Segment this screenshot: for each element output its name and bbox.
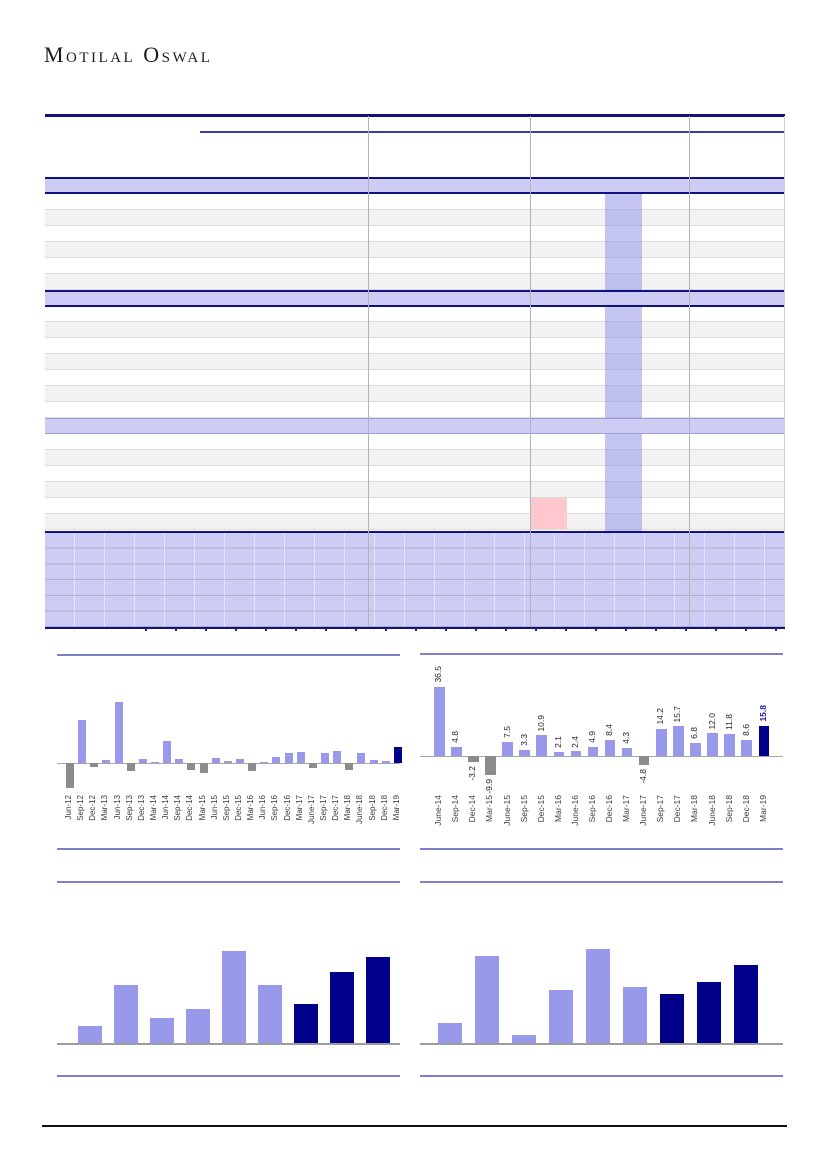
x-axis-label: Sep-18 bbox=[723, 795, 734, 823]
bar-Sep-17 bbox=[656, 729, 667, 756]
bar-4 bbox=[222, 951, 246, 1043]
value-label: 4.3 bbox=[621, 732, 632, 744]
highlighted-negative-cell bbox=[530, 498, 567, 529]
bar-June-16 bbox=[571, 751, 582, 756]
value-label: 10.9 bbox=[535, 714, 546, 732]
x-axis-label: Mar-15 bbox=[197, 795, 207, 821]
x-axis-label: June-18 bbox=[355, 795, 365, 824]
bar-Dec-18 bbox=[382, 761, 390, 763]
chart-frame-top bbox=[57, 654, 400, 656]
chart-frame-bottom bbox=[420, 848, 783, 850]
bar-Mar-16 bbox=[554, 752, 565, 756]
table-vertical-gridline bbox=[368, 116, 369, 626]
table-tick bbox=[175, 628, 177, 631]
x-axis-label: Sep-17 bbox=[655, 795, 666, 823]
table-vertical-gridline bbox=[784, 116, 785, 626]
table-tick bbox=[505, 628, 507, 631]
value-label: 8.4 bbox=[604, 724, 615, 737]
value-label: 2.4 bbox=[569, 735, 580, 748]
bar-June-15 bbox=[502, 742, 513, 756]
bar-2 bbox=[512, 1035, 536, 1043]
value-label: 8.6 bbox=[740, 723, 751, 736]
x-axis-label: Jun-16 bbox=[258, 795, 268, 820]
table-subheader-rule bbox=[200, 131, 785, 133]
bar-6 bbox=[294, 1004, 318, 1043]
x-axis-label: Sep-15 bbox=[518, 795, 529, 823]
table-tick bbox=[685, 628, 687, 631]
bar-7 bbox=[697, 982, 721, 1043]
x-axis-label: Sep-17 bbox=[318, 795, 328, 821]
bar-Sep-14 bbox=[451, 747, 462, 756]
x-axis-label: Dec-14 bbox=[185, 795, 195, 821]
brand-logo: Motilal Oswal bbox=[44, 42, 213, 67]
table-tick bbox=[745, 628, 747, 631]
bar-Mar-13 bbox=[102, 760, 110, 763]
bar-Dec-14 bbox=[187, 763, 195, 770]
chart-frame-top bbox=[57, 881, 400, 883]
x-axis-label: Dec-16 bbox=[282, 795, 292, 821]
bar-3 bbox=[186, 1009, 210, 1043]
bar-8 bbox=[734, 965, 758, 1043]
value-label: 2.1 bbox=[552, 736, 563, 749]
x-axis-label: Sep-16 bbox=[586, 795, 597, 823]
table-tick bbox=[325, 628, 327, 631]
bar-0 bbox=[78, 1026, 102, 1043]
bar-Mar-15 bbox=[485, 756, 496, 775]
bar-5 bbox=[623, 987, 647, 1043]
bar-Mar-14 bbox=[151, 762, 159, 764]
bar-Mar-15 bbox=[200, 763, 208, 773]
x-axis-label: Jun-12 bbox=[64, 795, 73, 820]
table-tick bbox=[235, 628, 237, 631]
table-tick bbox=[625, 628, 627, 631]
bar-1 bbox=[475, 956, 499, 1043]
x-axis-label: June-17 bbox=[638, 795, 649, 826]
table-summary-block bbox=[45, 531, 785, 629]
chart-frame-bottom bbox=[420, 1075, 783, 1077]
bar-June-17 bbox=[309, 763, 317, 768]
bar-0 bbox=[438, 1023, 462, 1043]
x-axis-label: Mar-13 bbox=[100, 795, 110, 821]
bar-Sep-16 bbox=[272, 757, 280, 763]
table-rows-section-1 bbox=[45, 194, 785, 290]
value-label: -9.9 bbox=[484, 778, 495, 794]
table-tick bbox=[205, 628, 207, 631]
bar-Jun-13 bbox=[115, 702, 123, 763]
bar-Mar-17 bbox=[622, 748, 633, 756]
bar-8 bbox=[366, 957, 390, 1043]
value-label: -4.8 bbox=[638, 769, 649, 784]
table-tick bbox=[355, 628, 357, 631]
table-header-band-1 bbox=[45, 177, 785, 194]
bar-Mar-18 bbox=[690, 743, 701, 756]
bar-Dec-12 bbox=[90, 763, 98, 767]
table-tick bbox=[445, 628, 447, 631]
chart-annual-right bbox=[420, 881, 783, 1077]
chart-x-axis bbox=[420, 1043, 783, 1045]
bar-Dec-17 bbox=[673, 726, 684, 756]
x-axis-label: Dec-16 bbox=[604, 795, 615, 823]
bar-2 bbox=[150, 1018, 174, 1043]
table-tick bbox=[145, 628, 147, 631]
value-label: 4.8 bbox=[450, 731, 461, 743]
x-axis-label: June-17 bbox=[306, 795, 316, 824]
x-axis-label: Dec-15 bbox=[535, 795, 546, 823]
chart-quarterly-change-right bbox=[420, 653, 783, 850]
x-axis-label: Dec-17 bbox=[672, 795, 683, 823]
table-vertical-gridline bbox=[689, 116, 690, 626]
bar-Sep-17 bbox=[321, 753, 329, 763]
bar-Jun-15 bbox=[212, 758, 220, 763]
x-axis-label: Jun-15 bbox=[209, 795, 219, 820]
value-label: 6.8 bbox=[689, 727, 700, 740]
table-vertical-gridline bbox=[530, 116, 531, 626]
value-label: 4.9 bbox=[586, 730, 597, 743]
value-label: 3.3 bbox=[518, 733, 529, 746]
x-axis-label: Dec-12 bbox=[88, 795, 98, 821]
x-axis-label: Mar-16 bbox=[246, 795, 256, 821]
bar-Dec-15 bbox=[236, 759, 244, 763]
bar-Sep-15 bbox=[519, 750, 530, 756]
x-axis-label: Sep-15 bbox=[221, 795, 231, 821]
x-axis-label: June-18 bbox=[706, 795, 717, 826]
bar-June-18 bbox=[707, 733, 718, 756]
value-label: 12.0 bbox=[706, 712, 717, 730]
value-label: 7.5 bbox=[501, 725, 512, 738]
x-axis-label: Mar-19 bbox=[391, 795, 401, 821]
table-tick bbox=[715, 628, 717, 631]
value-label: 11.8 bbox=[723, 713, 734, 730]
table-tick bbox=[535, 628, 537, 631]
bar-Dec-16 bbox=[285, 753, 293, 763]
chart-frame-bottom bbox=[57, 848, 400, 850]
bar-Sep-18 bbox=[724, 734, 735, 756]
x-axis-label: Sep-14 bbox=[173, 795, 183, 821]
footer-rule bbox=[42, 1125, 787, 1127]
table-top-rule bbox=[45, 114, 785, 117]
x-axis-label: Jun-14 bbox=[161, 795, 171, 820]
x-axis-label: Dec-18 bbox=[379, 795, 389, 821]
x-axis-label: June-16 bbox=[569, 795, 580, 826]
bar-Sep-18 bbox=[370, 760, 378, 763]
chart-frame-bottom bbox=[57, 1075, 400, 1077]
x-axis-label: Mar-17 bbox=[621, 795, 632, 822]
bar-Dec-17 bbox=[333, 751, 341, 763]
value-label: -3.2 bbox=[467, 766, 478, 781]
table-rows-section-3 bbox=[45, 434, 785, 530]
chart-frame-top bbox=[420, 881, 783, 883]
x-axis-label: Dec-15 bbox=[233, 795, 243, 821]
bar-Mar-19 bbox=[394, 747, 402, 763]
x-axis-label: Dec-17 bbox=[331, 795, 341, 821]
x-axis-label: June-15 bbox=[501, 795, 512, 826]
bar-6 bbox=[660, 994, 684, 1043]
x-axis-label: Dec-18 bbox=[740, 795, 751, 823]
x-axis-label: Mar-19 bbox=[757, 795, 768, 822]
chart-annual-left bbox=[57, 881, 400, 1077]
bar-Dec-13 bbox=[139, 759, 147, 763]
value-label: 15.8 bbox=[757, 705, 768, 722]
bar-Dec-14 bbox=[468, 756, 479, 762]
bar-Dec-18 bbox=[741, 740, 752, 756]
value-label: 14.2 bbox=[655, 708, 666, 726]
bar-Sep-12 bbox=[78, 720, 86, 763]
value-label: 36.5 bbox=[433, 666, 444, 683]
table-header-band-3 bbox=[45, 418, 785, 434]
bar-Jun-12 bbox=[66, 763, 74, 788]
table-tick bbox=[265, 628, 267, 631]
table-tick bbox=[595, 628, 597, 631]
x-axis-label: Mar-16 bbox=[552, 795, 563, 822]
bar-Mar-19 bbox=[759, 726, 770, 756]
bar-3 bbox=[549, 990, 573, 1043]
x-axis-label: Mar-18 bbox=[343, 795, 353, 821]
bar-Dec-16 bbox=[605, 740, 616, 756]
bar-Dec-15 bbox=[536, 735, 547, 756]
table-tick bbox=[655, 628, 657, 631]
bar-5 bbox=[258, 985, 282, 1043]
x-axis-label: Mar-15 bbox=[484, 795, 495, 822]
financials-table bbox=[45, 114, 785, 630]
table-tick bbox=[565, 628, 567, 631]
bar-Jun-16 bbox=[260, 762, 268, 764]
x-axis-label: Jun-13 bbox=[112, 795, 122, 820]
bar-Sep-13 bbox=[127, 763, 135, 771]
table-header-band-2 bbox=[45, 290, 785, 307]
x-axis-label: Mar-17 bbox=[294, 795, 304, 821]
table-tick bbox=[385, 628, 387, 631]
table-tick bbox=[415, 628, 417, 631]
chart-quarterly-change-left bbox=[57, 654, 400, 850]
bar-4 bbox=[586, 949, 610, 1043]
bar-Jun-14 bbox=[163, 741, 171, 763]
bar-7 bbox=[330, 972, 354, 1043]
bar-Mar-17 bbox=[297, 752, 305, 763]
table-rows-section-2 bbox=[45, 306, 785, 418]
x-axis-label: Sep-18 bbox=[367, 795, 377, 821]
table-tick bbox=[295, 628, 297, 631]
bar-June-17 bbox=[639, 756, 650, 765]
chart-x-axis bbox=[57, 1043, 400, 1045]
x-axis-label: Sep-12 bbox=[76, 795, 86, 821]
bar-June-14 bbox=[434, 687, 445, 756]
x-axis-label: Sep-14 bbox=[450, 795, 461, 823]
x-axis-label: June-14 bbox=[433, 795, 444, 826]
bar-Mar-18 bbox=[345, 763, 353, 770]
x-axis-label: Dec-13 bbox=[136, 795, 146, 821]
value-label: 15.7 bbox=[672, 705, 683, 723]
bar-June-18 bbox=[357, 753, 365, 763]
bar-Mar-16 bbox=[248, 763, 256, 771]
chart-frame-top bbox=[420, 653, 783, 655]
x-axis-label: Mar-18 bbox=[689, 795, 700, 822]
x-axis-label: Dec-14 bbox=[467, 795, 478, 823]
highlighted-column bbox=[605, 178, 642, 531]
x-axis-label: Sep-16 bbox=[270, 795, 280, 821]
bar-Sep-15 bbox=[224, 761, 232, 763]
table-tick bbox=[775, 628, 777, 631]
x-axis-label: Sep-13 bbox=[124, 795, 134, 821]
table-tick bbox=[475, 628, 477, 631]
bar-1 bbox=[114, 985, 138, 1043]
bar-Sep-16 bbox=[588, 747, 599, 756]
x-axis-label: Mar-14 bbox=[148, 795, 158, 821]
bar-Sep-14 bbox=[175, 759, 183, 763]
